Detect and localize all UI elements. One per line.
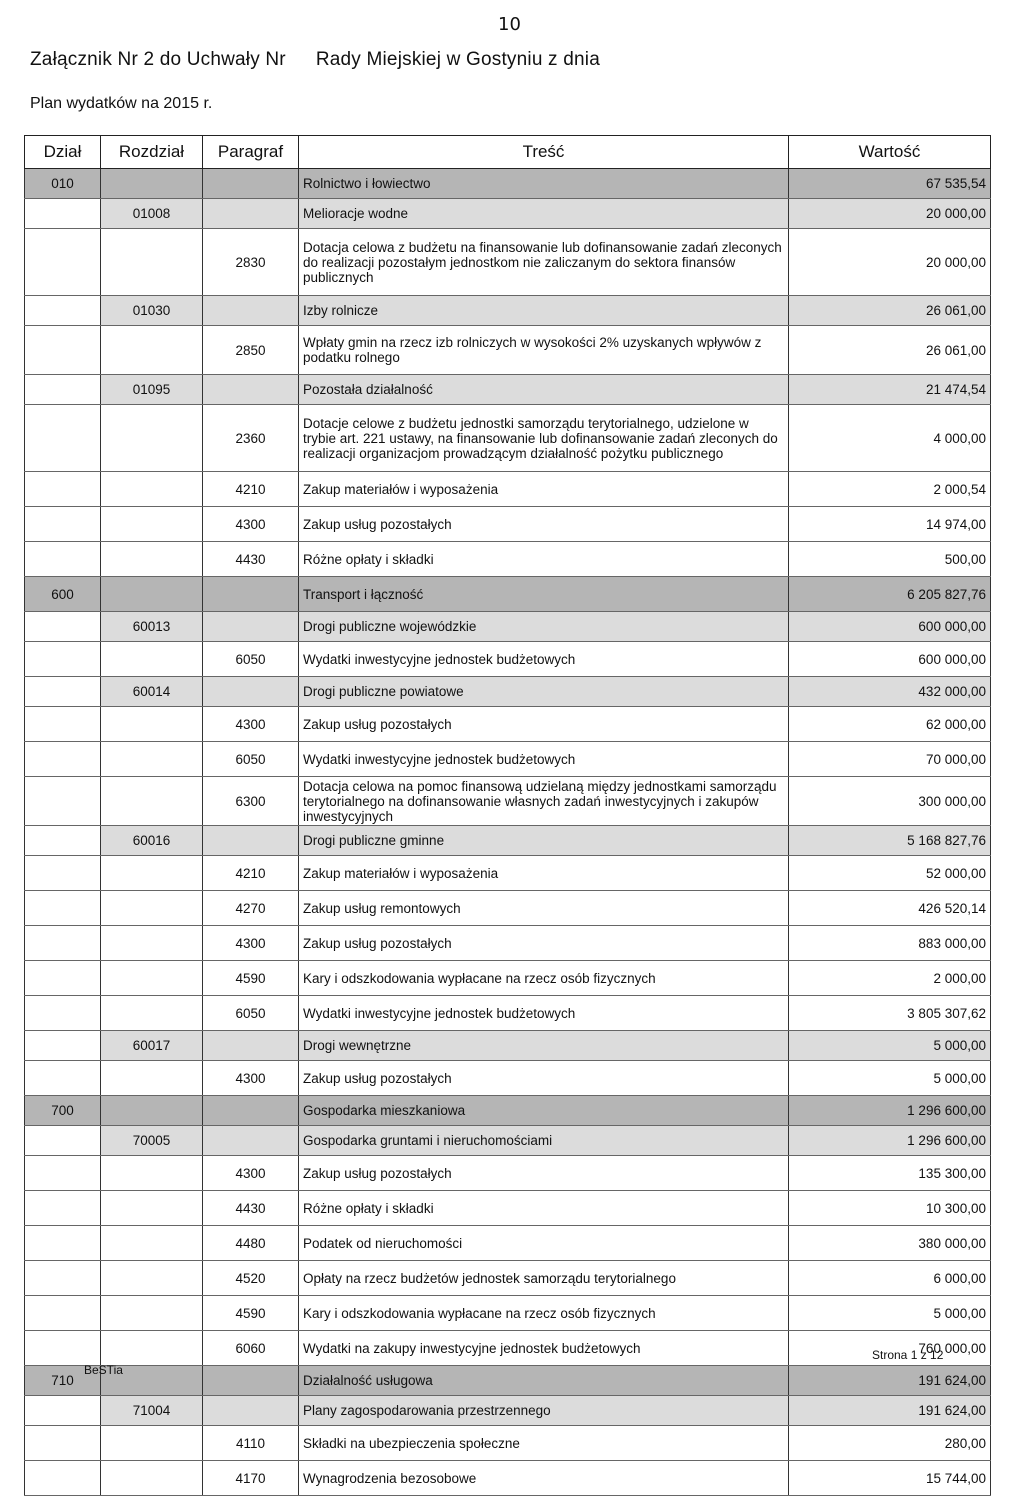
cell-wartosc: 5 000,00 — [789, 1296, 991, 1331]
cell-tresc: Wpłaty gmin na rzecz izb rolniczych w wysokości 2% uzyskanych wpływów z podatku rolnego — [299, 326, 789, 375]
cell-dzial — [25, 472, 101, 507]
cell-wartosc: 6 000,00 — [789, 1261, 991, 1296]
cell-tresc: Zakup usług remontowych — [299, 891, 789, 926]
paragraf-row — [25, 405, 991, 472]
cell-paragraf — [203, 1031, 299, 1061]
cell-tresc: Transport i łączność — [299, 577, 789, 612]
cell-dzial — [25, 707, 101, 742]
cell-dzial — [25, 375, 101, 405]
cell-wartosc: 26 061,00 — [789, 326, 991, 375]
paragraf-row — [25, 542, 991, 577]
cell-tresc: Plany zagospodarowania przestrzennego — [299, 1396, 789, 1426]
cell-wartosc: 380 000,00 — [789, 1226, 991, 1261]
cell-dzial — [25, 677, 101, 707]
cell-tresc: Wydatki inwestycyjne jednostek budżetowych — [299, 642, 789, 677]
cell-tresc: Drogi wewnętrzne — [299, 1031, 789, 1061]
plan-title: Plan wydatków na 2015 r. — [30, 95, 213, 112]
cell-wartosc: 15 744,00 — [789, 1461, 991, 1496]
paragraf-row — [25, 742, 991, 777]
dzial-row — [25, 1366, 991, 1396]
cell-dzial: 010 — [25, 169, 101, 199]
cell-paragraf: 4300 — [203, 507, 299, 542]
header-paragraf: Paragraf — [203, 136, 299, 169]
cell-tresc: Składki na ubezpieczenia społeczne — [299, 1426, 789, 1461]
rozdzial-row — [25, 826, 991, 856]
cell-dzial — [25, 1226, 101, 1261]
cell-tresc: Zakup usług pozostałych — [299, 1156, 789, 1191]
cell-wartosc: 5 168 827,76 — [789, 826, 991, 856]
cell-rozdzial — [101, 472, 203, 507]
cell-dzial — [25, 1396, 101, 1426]
cell-tresc: Dotacja celowa z budżetu na finansowanie lub dofinansowanie zadań zleconych do realizacji pozostałym jednostkom nie zaliczanym do sektora finansów publicznych — [299, 229, 789, 296]
cell-paragraf: 2850 — [203, 326, 299, 375]
cell-paragraf: 6060 — [203, 1331, 299, 1366]
cell-paragraf — [203, 1396, 299, 1426]
cell-dzial — [25, 996, 101, 1031]
cell-wartosc: 20 000,00 — [789, 229, 991, 296]
cell-dzial — [25, 1461, 101, 1496]
cell-rozdzial: 70005 — [101, 1126, 203, 1156]
cell-paragraf: 4300 — [203, 1061, 299, 1096]
header-rozdzial: Rozdział — [101, 136, 203, 169]
paragraf-row — [25, 1261, 991, 1296]
paragraf-row — [25, 961, 991, 996]
cell-dzial — [25, 961, 101, 996]
cell-wartosc: 5 000,00 — [789, 1031, 991, 1061]
cell-rozdzial — [101, 1191, 203, 1226]
cell-rozdzial — [101, 856, 203, 891]
cell-paragraf — [203, 1126, 299, 1156]
dzial-row — [25, 577, 991, 612]
cell-dzial — [25, 296, 101, 326]
cell-rozdzial: 01008 — [101, 199, 203, 229]
cell-rozdzial — [101, 777, 203, 826]
cell-wartosc: 191 624,00 — [789, 1366, 991, 1396]
cell-tresc: Kary i odszkodowania wypłacane na rzecz osób fizycznych — [299, 961, 789, 996]
cell-dzial — [25, 1031, 101, 1061]
paragraf-row — [25, 1331, 991, 1366]
cell-dzial — [25, 1331, 101, 1366]
cell-paragraf: 4270 — [203, 891, 299, 926]
cell-paragraf — [203, 826, 299, 856]
cell-dzial — [25, 926, 101, 961]
cell-rozdzial — [101, 1226, 203, 1261]
cell-wartosc: 600 000,00 — [789, 642, 991, 677]
cell-dzial — [25, 1126, 101, 1156]
cell-wartosc: 5 000,00 — [789, 1061, 991, 1096]
paragraf-row — [25, 856, 991, 891]
cell-dzial — [25, 507, 101, 542]
cell-dzial — [25, 642, 101, 677]
cell-wartosc: 3 805 307,62 — [789, 996, 991, 1031]
cell-rozdzial: 01030 — [101, 296, 203, 326]
cell-wartosc: 67 535,54 — [789, 169, 991, 199]
paragraf-row — [25, 1461, 991, 1496]
rozdzial-row — [25, 199, 991, 229]
cell-paragraf — [203, 612, 299, 642]
header-wartosc: Wartość — [789, 136, 991, 169]
cell-rozdzial — [101, 926, 203, 961]
cell-rozdzial — [101, 1331, 203, 1366]
cell-wartosc: 1 296 600,00 — [789, 1096, 991, 1126]
paragraf-row — [25, 229, 991, 296]
cell-tresc: Zakup materiałów i wyposażenia — [299, 856, 789, 891]
cell-dzial — [25, 1156, 101, 1191]
table-body — [25, 169, 991, 1496]
cell-paragraf: 4170 — [203, 1461, 299, 1496]
cell-paragraf — [203, 1096, 299, 1126]
rozdzial-row — [25, 1031, 991, 1061]
cell-wartosc: 426 520,14 — [789, 891, 991, 926]
paragraf-row — [25, 996, 991, 1031]
footer-page-indicator: Strona 1 z 12 — [872, 1348, 944, 1362]
cell-paragraf: 4430 — [203, 1191, 299, 1226]
rozdzial-row — [25, 612, 991, 642]
cell-wartosc: 21 474,54 — [789, 375, 991, 405]
cell-dzial — [25, 777, 101, 826]
cell-paragraf: 4300 — [203, 926, 299, 961]
cell-tresc: Działalność usługowa — [299, 1366, 789, 1396]
cell-tresc: Drogi publiczne gminne — [299, 826, 789, 856]
cell-dzial — [25, 199, 101, 229]
cell-dzial — [25, 742, 101, 777]
paragraf-row — [25, 472, 991, 507]
cell-wartosc: 20 000,00 — [789, 199, 991, 229]
cell-dzial — [25, 326, 101, 375]
cell-paragraf — [203, 375, 299, 405]
cell-tresc: Izby rolnicze — [299, 296, 789, 326]
cell-rozdzial: 01095 — [101, 375, 203, 405]
cell-dzial — [25, 229, 101, 296]
expenditure-table — [24, 135, 991, 1496]
cell-wartosc: 500,00 — [789, 542, 991, 577]
cell-wartosc: 62 000,00 — [789, 707, 991, 742]
cell-paragraf: 6050 — [203, 642, 299, 677]
paragraf-row — [25, 326, 991, 375]
cell-wartosc: 10 300,00 — [789, 1191, 991, 1226]
cell-rozdzial: 60016 — [101, 826, 203, 856]
cell-rozdzial — [101, 1296, 203, 1331]
cell-wartosc: 52 000,00 — [789, 856, 991, 891]
header-dzial: Dział — [25, 136, 101, 169]
cell-rozdzial — [101, 891, 203, 926]
cell-rozdzial — [101, 405, 203, 472]
cell-rozdzial: 71004 — [101, 1396, 203, 1426]
cell-dzial — [25, 1426, 101, 1461]
cell-paragraf: 2830 — [203, 229, 299, 296]
paragraf-row — [25, 1191, 991, 1226]
cell-tresc: Różne opłaty i składki — [299, 542, 789, 577]
cell-paragraf: 4590 — [203, 1296, 299, 1331]
cell-wartosc: 2 000,00 — [789, 961, 991, 996]
cell-rozdzial — [101, 229, 203, 296]
cell-tresc: Zakup usług pozostałych — [299, 707, 789, 742]
cell-paragraf: 6050 — [203, 742, 299, 777]
cell-tresc: Wydatki na zakupy inwestycyjne jednostek budżetowych — [299, 1331, 789, 1366]
cell-wartosc: 883 000,00 — [789, 926, 991, 961]
cell-rozdzial — [101, 707, 203, 742]
cell-wartosc: 4 000,00 — [789, 405, 991, 472]
cell-tresc: Zakup usług pozostałych — [299, 507, 789, 542]
cell-dzial — [25, 856, 101, 891]
cell-wartosc: 2 000,54 — [789, 472, 991, 507]
rozdzial-row — [25, 1396, 991, 1426]
dzial-row — [25, 1096, 991, 1126]
cell-paragraf: 4110 — [203, 1426, 299, 1461]
cell-rozdzial — [101, 577, 203, 612]
cell-tresc: Dotacja celowa na pomoc finansową udzielaną między jednostkami samorządu terytorialnego na dofinansowanie własnych zadań inwestycyjnych i zakupów inwestycyjnych — [299, 777, 789, 826]
cell-paragraf: 4300 — [203, 1156, 299, 1191]
cell-tresc: Melioracje wodne — [299, 199, 789, 229]
cell-rozdzial — [101, 169, 203, 199]
header-tresc: Treść — [299, 136, 789, 169]
cell-wartosc: 1 296 600,00 — [789, 1126, 991, 1156]
cell-tresc: Podatek od nieruchomości — [299, 1226, 789, 1261]
cell-paragraf — [203, 169, 299, 199]
cell-tresc: Zakup usług pozostałych — [299, 1061, 789, 1096]
cell-tresc: Gospodarka mieszkaniowa — [299, 1096, 789, 1126]
cell-wartosc: 6 205 827,76 — [789, 577, 991, 612]
paragraf-row — [25, 777, 991, 826]
cell-dzial — [25, 405, 101, 472]
cell-tresc: Drogi publiczne powiatowe — [299, 677, 789, 707]
cell-wartosc: 300 000,00 — [789, 777, 991, 826]
cell-rozdzial — [101, 1426, 203, 1461]
paragraf-row — [25, 1226, 991, 1261]
cell-paragraf — [203, 677, 299, 707]
cell-paragraf: 4520 — [203, 1261, 299, 1296]
cell-wartosc: 135 300,00 — [789, 1156, 991, 1191]
cell-rozdzial — [101, 642, 203, 677]
cell-rozdzial — [101, 742, 203, 777]
cell-wartosc: 432 000,00 — [789, 677, 991, 707]
cell-paragraf: 4210 — [203, 856, 299, 891]
cell-wartosc: 14 974,00 — [789, 507, 991, 542]
cell-dzial: 700 — [25, 1096, 101, 1126]
rozdzial-row — [25, 296, 991, 326]
cell-tresc: Wydatki inwestycyjne jednostek budżetowych — [299, 742, 789, 777]
paragraf-row — [25, 1426, 991, 1461]
cell-tresc: Wydatki inwestycyjne jednostek budżetowych — [299, 996, 789, 1031]
rozdzial-row — [25, 677, 991, 707]
cell-paragraf: 4590 — [203, 961, 299, 996]
paragraf-row — [25, 926, 991, 961]
cell-paragraf: 4300 — [203, 707, 299, 742]
cell-paragraf — [203, 199, 299, 229]
cell-dzial: 600 — [25, 577, 101, 612]
cell-tresc: Kary i odszkodowania wypłacane na rzecz osób fizycznych — [299, 1296, 789, 1331]
cell-tresc: Rolnictwo i łowiectwo — [299, 169, 789, 199]
cell-tresc: Zakup materiałów i wyposażenia — [299, 472, 789, 507]
cell-dzial — [25, 1191, 101, 1226]
cell-dzial — [25, 1061, 101, 1096]
cell-tresc: Drogi publiczne wojewódzkie — [299, 612, 789, 642]
cell-paragraf: 4210 — [203, 472, 299, 507]
cell-paragraf — [203, 1366, 299, 1396]
cell-rozdzial — [101, 996, 203, 1031]
cell-rozdzial: 60013 — [101, 612, 203, 642]
cell-tresc: Gospodarka gruntami i nieruchomościami — [299, 1126, 789, 1156]
paragraf-row — [25, 1296, 991, 1331]
cell-dzial — [25, 891, 101, 926]
cell-rozdzial — [101, 961, 203, 996]
cell-paragraf: 4480 — [203, 1226, 299, 1261]
cell-rozdzial — [101, 1156, 203, 1191]
title-left: Załącznik Nr 2 do Uchwały Nr — [30, 49, 286, 70]
document-title — [30, 49, 600, 71]
paragraf-row — [25, 891, 991, 926]
cell-rozdzial: 60014 — [101, 677, 203, 707]
cell-tresc: Zakup usług pozostałych — [299, 926, 789, 961]
cell-wartosc: 70 000,00 — [789, 742, 991, 777]
table-header-row — [25, 136, 991, 169]
cell-rozdzial — [101, 507, 203, 542]
cell-paragraf: 2360 — [203, 405, 299, 472]
cell-wartosc: 26 061,00 — [789, 296, 991, 326]
cell-dzial — [25, 1296, 101, 1331]
page-number: 10 — [498, 14, 521, 35]
cell-dzial: 710 — [25, 1366, 101, 1396]
cell-rozdzial — [101, 1061, 203, 1096]
paragraf-row — [25, 1061, 991, 1096]
rozdzial-row — [25, 375, 991, 405]
cell-wartosc: 600 000,00 — [789, 612, 991, 642]
paragraf-row — [25, 642, 991, 677]
cell-paragraf — [203, 577, 299, 612]
paragraf-row — [25, 1156, 991, 1191]
cell-tresc: Pozostała działalność — [299, 375, 789, 405]
cell-wartosc: 760 000,00 — [789, 1331, 991, 1366]
cell-rozdzial — [101, 326, 203, 375]
cell-dzial — [25, 542, 101, 577]
title-right: Rady Miejskiej w Gostyniu z dnia — [315, 49, 600, 70]
cell-rozdzial: 60017 — [101, 1031, 203, 1061]
paragraf-row — [25, 707, 991, 742]
cell-paragraf: 4430 — [203, 542, 299, 577]
cell-wartosc: 280,00 — [789, 1426, 991, 1461]
cell-paragraf: 6050 — [203, 996, 299, 1031]
footer-software-name: BeSTia — [84, 1363, 123, 1377]
cell-rozdzial — [101, 542, 203, 577]
cell-tresc: Dotacje celowe z budżetu jednostki samorządu terytorialnego, udzielone w trybie art. 221 ustawy, na finansowanie lub dofinansowanie zadań zleconych do realizacji organizacjom prowadzącym działalność pożytku publicznego — [299, 405, 789, 472]
dzial-row — [25, 169, 991, 199]
cell-paragraf: 6300 — [203, 777, 299, 826]
cell-paragraf — [203, 296, 299, 326]
rozdzial-row — [25, 1126, 991, 1156]
cell-rozdzial — [101, 1461, 203, 1496]
cell-tresc: Różne opłaty i składki — [299, 1191, 789, 1226]
cell-dzial — [25, 826, 101, 856]
cell-tresc: Wynagrodzenia bezosobowe — [299, 1461, 789, 1496]
cell-rozdzial — [101, 1096, 203, 1126]
cell-tresc: Opłaty na rzecz budżetów jednostek samorządu terytorialnego — [299, 1261, 789, 1296]
paragraf-row — [25, 507, 991, 542]
cell-rozdzial — [101, 1261, 203, 1296]
cell-dzial — [25, 612, 101, 642]
cell-wartosc: 191 624,00 — [789, 1396, 991, 1426]
cell-dzial — [25, 1261, 101, 1296]
